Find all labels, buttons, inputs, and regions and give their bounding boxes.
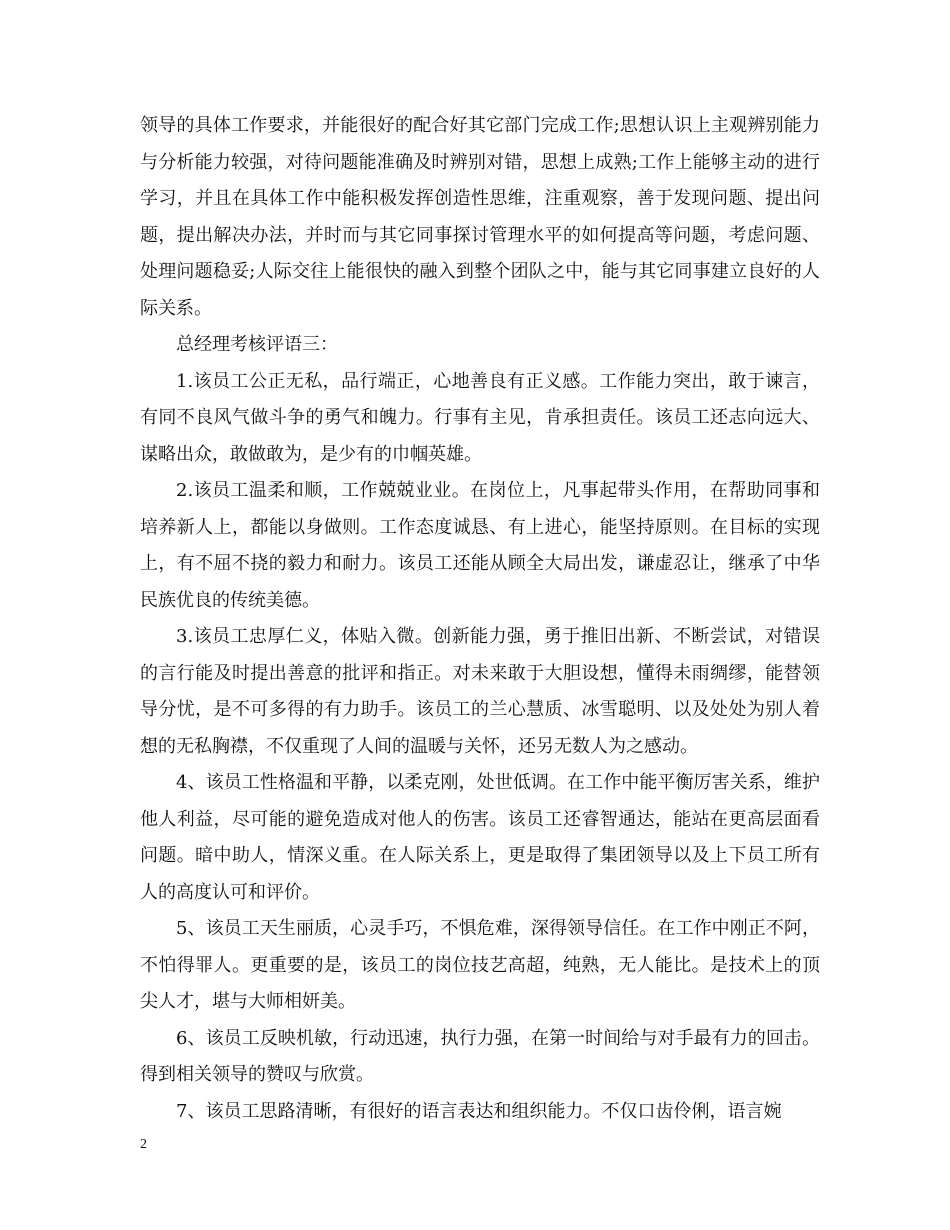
paragraph-continued: 领导的具体工作要求，并能很好的配合好其它部门完成工作;思想认识上主观辨别能力与分析能力较强，对待问题能准确及时辨别对错，思想上成熟;工作上能够主动的进行学习，并且在具体工作中能积极发挥创造性思维，注重观察，善于发现问题、提出问题，提出解决办法，并时而与其它同事探讨管理水平的如何提高等问题，考虑问题、处理问题稳妥;人际交往上能很快的融入到整个团队之中，能与其它同事建立良好的人际关系。 bbox=[140, 115, 820, 319]
paragraph-item-4: 4、该员工性格温和平静，以柔克刚，处世低调。在工作中能平衡厉害关系，维护他人利益，尽可能的避免造成对他人的伤害。该员工还睿智通达，能站在更高层面看问题。暗中助人，情深义重。在人际关系上，更是取得了集团领导以及上下员工所有人的高度认可和评价。 bbox=[140, 772, 820, 903]
paragraph-item-7: 7、该员工思路清晰，有很好的语言表达和组织能力。不仅口齿伶俐，语言婉 bbox=[176, 1100, 782, 1122]
section-heading: 总经理考核评语三： bbox=[176, 334, 338, 355]
paragraph-item-6: 6、该员工反映机敏，行动迅速，执行力强，在第一时间给与对手最有力的回击。得到相关领导的赞叹与欣赏。 bbox=[140, 1027, 820, 1085]
page-number: 2 bbox=[140, 1137, 147, 1152]
paragraph-item-5: 5、该员工天生丽质，心灵手巧，不惧危难，深得领导信任。在工作中刚正不阿，不怕得罪人。更重要的是，该员工的岗位技艺高超，纯熟，无人能比。是技术上的顶尖人才，堪与大师相妍美。 bbox=[140, 918, 820, 1012]
paragraph-item-3: 3.该员工忠厚仁义，体贴入微。创新能力强，勇于推旧出新、不断尝试，对错误的言行能及时提出善意的批评和指正。对未来敢于大胆设想，懂得未雨绸缪，能替领导分忧，是不可多得的有力助手。该员工的兰心慧质、冰雪聪明、以及处处为别人着想的无私胸襟，不仅重现了人间的温暖与关怀，还另无数人为之感动。 bbox=[140, 626, 820, 757]
paragraph-item-2: 2.该员工温柔和顺，工作兢兢业业。在岗位上，凡事起带头作用，在帮助同事和培养新人上，都能以身做则。工作态度诚恳、有上进心，能坚持原则。在目标的实现上，有不屈不挠的毅力和耐力。该员工还能从顾全大局出发，谦虚忍让，继承了中华民族优良的传统美德。 bbox=[140, 480, 820, 611]
paragraph-item-1: 1.该员工公正无私，品行端正，心地善良有正义感。工作能力突出，敢于谏言，有同不良风气做斗争的勇气和魄力。行事有主见，肯承担责任。该员工还志向远大、谋略出众，敢做敢为，是少有的巾帼英雄。 bbox=[140, 370, 820, 465]
document-body bbox=[140, 108, 820, 1130]
